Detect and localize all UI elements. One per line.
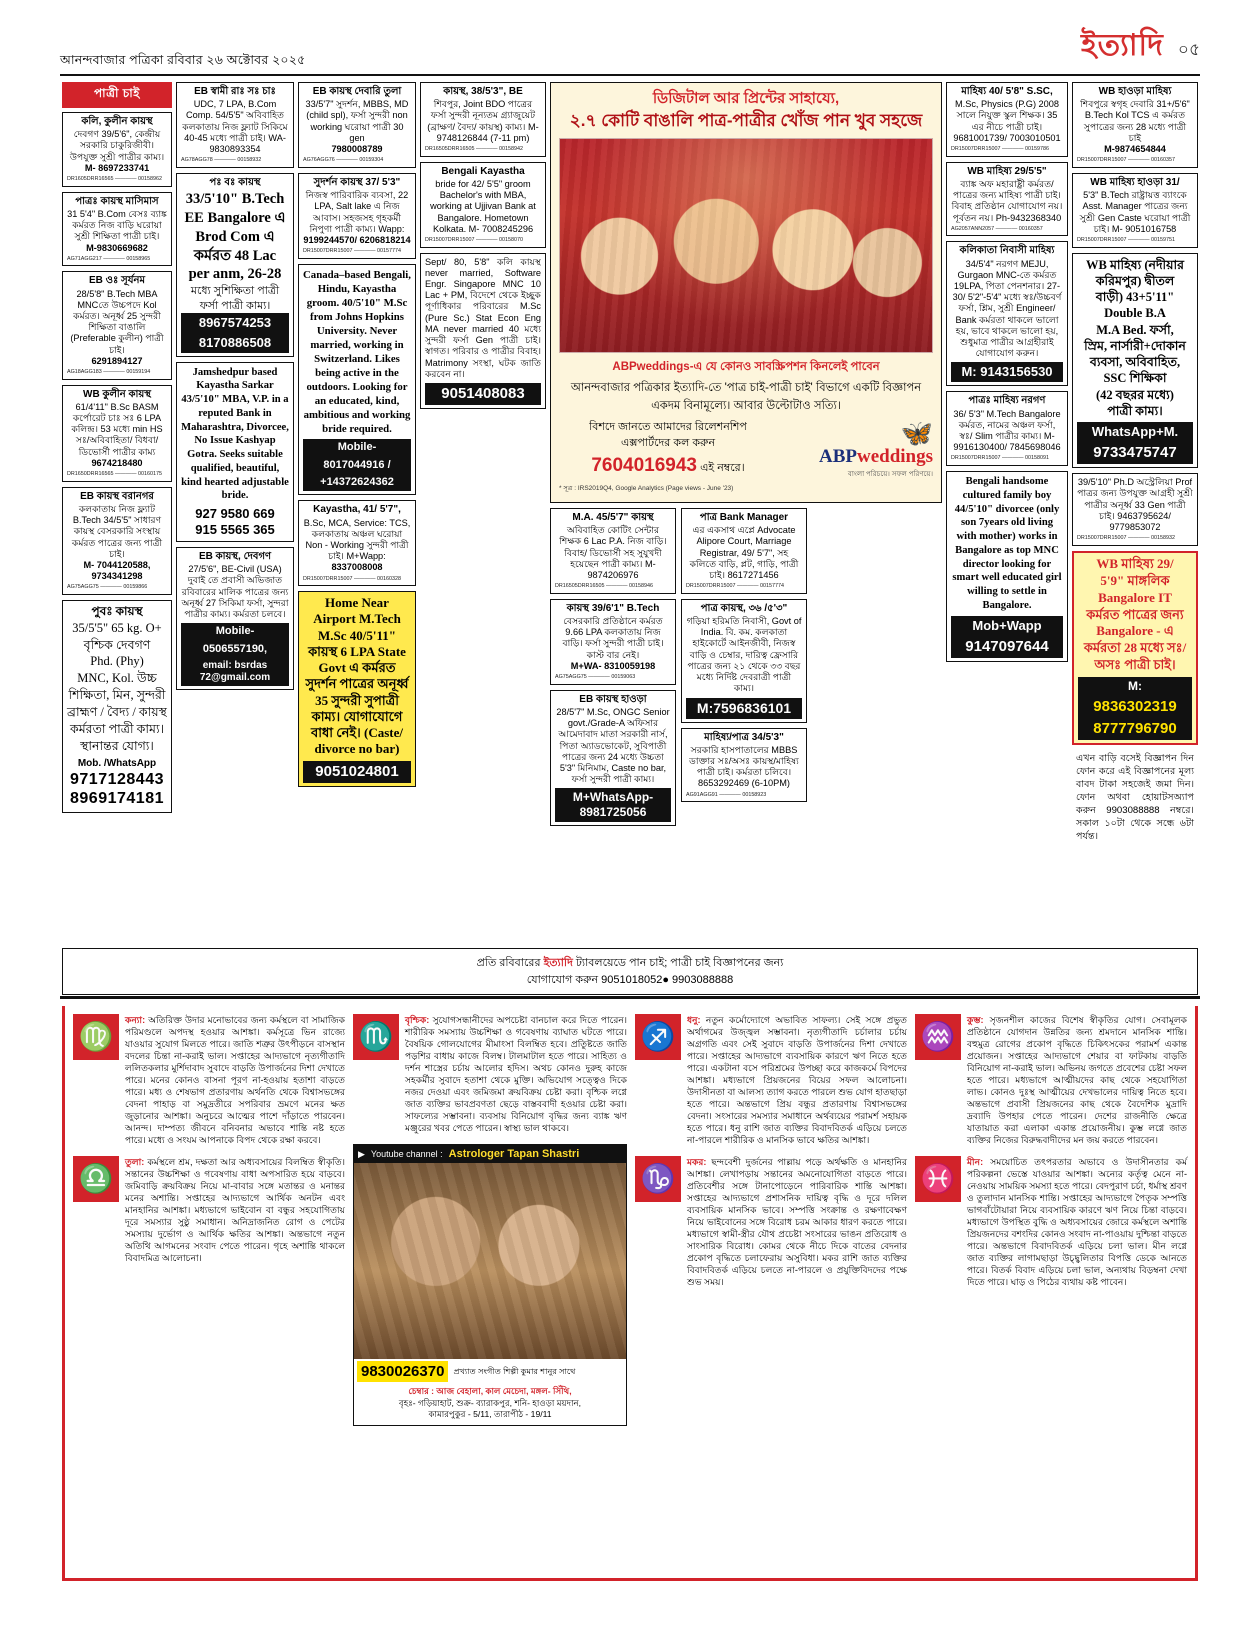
ad-phone: M-9874654844 [1104, 144, 1166, 155]
classified-ad [62, 192, 172, 267]
ad-ref: DR15007DRR15007 ———— 00160328 [303, 575, 401, 582]
ad-phone: 9674218480 [91, 457, 143, 468]
classified-ad [298, 500, 416, 586]
ad-line: কর্মরত পাত্রের জন্য [1086, 606, 1184, 622]
ad-ref: DR15007DRR15007 ———— 00157774 [303, 248, 401, 255]
ad-body: 34/5'4" নরগণ MEJU, Gurgaon MNC-তে কর্মরত 19LPA, পিতা পেনশনার। 27-30/ 5'2"-5'4" মধ্যে স্বঃ/উচ্চবর্ণ ফর্সা, শ্লিম, সুশ্রী Engineer/ Bank কর্মরতা থাকলে ভালো হয়, ভাবে থাকলে ভালো হয়, শুধুমাত্র পাত্রীর আগ্রহীরাই যোগাযোগ করুন। [952, 258, 1062, 359]
ad-line: কায়স্থ 6 LPA State [308, 643, 406, 659]
scorpio-icon: ♏ [353, 1014, 399, 1060]
classified-ad [298, 173, 416, 259]
ad-line: Brod Com এ [195, 228, 275, 245]
ad-body: UDC, 7 LPA, B.Com Comp. 54/5'5" অবিবাহিত কলকাতায় নিজ ফ্ল্যাট সিকিমে 40-45 মধ্যে পাত্রী চাই। WA-9830893354 [182, 99, 288, 155]
classified-ad [62, 487, 172, 595]
column-6 [946, 82, 1068, 667]
classified-ad [1072, 473, 1198, 546]
masthead-brand: ইত্যাদি [1081, 29, 1164, 62]
ad-phone: 9051408083 [425, 383, 541, 405]
classified-ad [62, 112, 172, 187]
sign-name: তুলা: [125, 1157, 145, 1167]
horoscope-item [635, 1156, 907, 1288]
logo-tagline: বাংলা পরিচয়ে। সফল পরিণয়ে। [847, 470, 933, 478]
classified-ad [420, 253, 546, 410]
ad-body: B.Sc, MCA, Service: TCS, কলকাতায় অঞ্চল ঘরোয়া Non - Working সুন্দরী পাত্রী চাই। M+Wapp: [303, 517, 411, 562]
ad-call-line-1: বিশদে জানতে আমাদের রিলেশনশিপ [589, 421, 747, 434]
section-divider [60, 996, 1200, 999]
ad-line: Phd. (Phy) [90, 654, 144, 669]
ad-phone: 9199244570/ 6206818214 [303, 234, 411, 245]
ad-phone: 8170886508 [181, 333, 289, 353]
abp-weddings-display-ad [550, 82, 942, 503]
ad-headline: WB মাহিষ্য 29/5'5" [967, 165, 1047, 177]
ad-contact-label: Mob. /WhatsApp [77, 757, 157, 769]
ad-ref: AG91AGG91 ———— 00158923 [686, 791, 767, 798]
ad-headline: Kayastha, 41/ 5'7", [313, 504, 401, 516]
ad-line: কর্মরত 48 Lac [193, 247, 277, 264]
strip-brand: ইত্যাদি [543, 957, 573, 969]
sign-body: অতিরিক্ত উদার মনোভাবের জন্য কর্মস্থলে বা সামাজিক পরিমণ্ডলে অপদস্থ হওয়ার আশঙ্কা। কর্মসূত্রে ভিন রাজ্যে যাওয়ার সুযোগ মিলতে পারে। জাতি শত্রুর উৎপীড়নে বাসস্থান বদলের চিন্তা না-করাই ভাল। সপ্তাহের আদ্যভাগে নৃত্যগীতাদি ললিতকলার মুর্শিদাবাদ সুবাদে বাড়তি উপার্জনের দিশা দেখাতে পারে। মনের কোনও বাসনা পূরণ না-হওয়ায় হতাশা বাড়তে পারে। মধ্য ও শেষভাগ প্রতারণায় অর্থনতি থেকে বিশ্বাসভঙ্গের বেদনা পাহাড় বা সমুদ্রতীরে সপরিবার ভ্রমণে মনের ক্ষত জুড়ানোর আশঙ্কা। অনুচরে আত্মের পাশে দাঁড়াতে পারবেন। আনন্দ। দাম্পত্য জীবনে বনিবনার অভাবে শান্তি নষ্ট হতে পারে। মধ্যে ও সংযম আপনাকে বিপদ থেকে রক্ষা করবে। [125, 1015, 345, 1145]
featured-ad [298, 264, 416, 496]
ad-headline: WB কুলীন কায়স্থ [83, 388, 151, 400]
ad-phone-suffix: এই নম্বরে। [700, 462, 745, 475]
ad-ref: DR15007DRR15007 ———— 00158070 [425, 236, 523, 243]
featured-ad [1072, 253, 1198, 469]
ad-line: Home Near [325, 595, 389, 611]
ad-line: কর্মরতা 28 মধ্যে সঃ/ [1083, 640, 1187, 656]
classified-ad [176, 547, 294, 690]
ad-line: SSC শিক্ষিকা [1103, 371, 1167, 386]
ad-phone: 9147097644 [951, 636, 1063, 658]
horoscope-column-1 [73, 1014, 345, 1426]
ad-ref: DR15007DRR15007 ———— 00159786 [951, 146, 1049, 153]
ad-body: এর একসাথ এপ্লে Advocate Alipore Court, Marriage Registrar, 49/ 5'7", সহ কলিতে বাড়ি, প্লট, গাড়ি, পাত্রী চাই। 8617271456 [689, 525, 799, 580]
classified-ad [550, 599, 676, 685]
ad-ref: DR15007DRR15007 ———— 00157774 [686, 583, 784, 590]
horoscope-item [635, 1014, 907, 1146]
horoscope-column-2 [353, 1014, 627, 1426]
ad-line: করিমপুর) দ্বীতল [1095, 273, 1175, 288]
classified-ad [176, 82, 294, 168]
ad-ref: DR15007DRR15007 ———— 00158932 [1077, 535, 1175, 542]
horoscope-text [125, 1014, 345, 1146]
youtube-icon: ▶ [358, 1148, 365, 1159]
horoscope-item [73, 1014, 345, 1146]
ad-body: অবিবাহিত কোটিং সেন্টার শিক্ষক 6 Lac P.A. নিজ বাড়ি। বিবাহ/ ডিভোর্সী সহ সুযুখদী হয়েছেন পাত্রী কাম্য। M- 9874206976 [559, 525, 667, 580]
ad-line: 35 সুন্দরী সুপাত্রী [315, 692, 399, 708]
ad-brand-line [559, 359, 933, 376]
ad-line: divorce no bar) [314, 741, 400, 757]
ad-ref: AG75AGG75 ———— 00159063 [555, 674, 636, 681]
sign-body: সময়োচিত তৎপরতার অভাবে ও উদাসীনতার কর্ম পরিকল্পনা ভেস্তে যাওয়ার আশঙ্কা। অন্যের কর্তৃত্ব মেনে না-নেওয়ায় সাময়িক সমস্যা হতে পারে। বেদপুরাণ চর্চা, ধর্মাস্থ শ্রবণ ও তুলাদান মানসিক শান্তি। সপ্তাহের আদ্যভাগে পৈতৃক সম্পত্তি ভাগবাঁটোয়ারা নিয়ে ব্যবসায়িক কারণে ঋণ নিয়ে চিন্তা বাড়বে। মধ্যভাগে উপস্থিত বুদ্ধি ও অধ্যবসায়ের জোরে কর্মস্থলে অশান্তি প্রিয়জনদের বশংদির কোনও সংবাদ না-পাওয়ায় দুশ্চিন্তা বাড়তে পারে। অন্তভাগে বিবাদবিতর্ক এড়িয়ে চলা ভাল। মীন লগ্নে জাত ব্যক্তির লাগামছাড়া উচ্ছ্বলিতার বিপত্তি ডেকে আনতে পারে। বিতর্ক বিবাদ এড়িয়ে চলা ভাল, অন্যথায় বিড়ম্বনা দেখা দিতে পারে। ঘাড় ও পিঠের ব্যথায় কষ্ট পাবেন। [967, 1157, 1187, 1287]
ad-phone: 6291894127 [91, 355, 143, 366]
sign-body: সৃজনশীল কাজের বিশেষ স্বীকৃতির যোগ। সেবামূলক প্রতিষ্ঠানে যোগদান উন্নতির জন্য শ্রমদানে মানসিক শান্তি। বহুমুত্র রোগের প্রকোপ বৃদ্ধিতে চিকিৎসকের পরামর্শ একান্ত প্রয়োজন। সপ্তাহের আদ্যভাগে শেয়ার বা ফাটকায় বাড়তি বিনিয়োগ না-করাই ভাল। অভিনয় জগতে প্রবেশের চেষ্টা সফল হতে পারে। মধ্যভাগে আত্মীয়দের কাছ থেকে সহযোগিতা লাভ। কোনও দুঃস্থ আত্মীয়ের দেখভালের দায়িত্ব নিতে হবে। অন্তভাগে প্রবাসী প্রিয়জনের কাছ থেকে বৈদেশিক মুদ্রাদি দ্রব্যাদি উপহার পেতে পারেন। দেশের রাজনীতি ক্ষেত্রে যাতায়াত করা এলাকা একান্ত প্রয়োজনীয়। কুম্ভ লগ্নে জাত ব্যক্তির নিজের বিরুদ্ধবাদীদের মন জয় করতে পারবেন। [967, 1015, 1188, 1145]
featured-ad [298, 591, 416, 787]
ad-line: সুদর্শন পাত্রের অনূর্ধ্ব [305, 676, 409, 692]
section-header-patri-chai: পাত্রী চাই [62, 82, 172, 108]
ad-contact-label: Mobile- [303, 439, 411, 456]
ad-phone: 9733475747 [1077, 442, 1193, 464]
ad-body: কলকাতায় নিজ ফ্ল্যাট B.Tech 34/5'5" সাধারণ কায়স্থ বেসরকারি সংস্থায় কর্মরত পাত্রের জন্য পাত্রী চাই। [71, 503, 163, 559]
ad-headline: পাত্রঃ কায়স্থ মাসিমাস [75, 195, 159, 207]
sign-name: বৃশ্চিক: [405, 1015, 430, 1025]
ad-ref: DR16505DRR16505 ———— 00158942 [425, 146, 523, 153]
ad-headline: পুবঃ কায়স্থ [91, 604, 143, 619]
ad-body: গড়িয়া হরিমতি নিবাসী, Govt of India. বি. কম. কলকাতা হাইকোর্টে আইনজীবী, নিজস্ব বাড়ি ও চেম্বার, দারিত্ব ফ্রেসারি পাত্রের জন্য ২১ থেকে ৩৩ বছর মধ্যে নির্দিষ্ট দেবরাত্রী পাত্রী কাম্য। [686, 615, 802, 694]
ad-headline: EB কায়স্থ দেবারি তুলা [312, 86, 402, 97]
ad-body: Sept/ 80, 5'8" কলি কায়স্থ never married, Software Engr. Singapore MNC 10 Lac + PM, বিদেশে থেকে ইচ্ছুক পূর্ণাধিকার পরিবারের M.Sc (Pure Sc.) Stat Econ Eng MA never married 40 মধ্যে সুন্দরী ফর্সা Gen পাত্রী চাই। স্বাগত। পরিবার ও পাত্রীর বিবাহ। Matrimony সংস্থা, ঘটক জাতি করবেন না। [425, 256, 541, 379]
featured-ad [176, 362, 294, 542]
libra-icon: ♎ [73, 1156, 119, 1202]
youtube-channel-label: Youtube channel : [370, 1149, 443, 1159]
ad-line: M.Sc 40/5'11" [318, 627, 396, 643]
ad-contact-label: M: [1078, 677, 1192, 696]
sagittarius-icon: ♐ [635, 1014, 681, 1060]
column-3 [298, 82, 416, 792]
ad-headline: কলিকাতা নিবাসী মাহিষ্য [959, 245, 1055, 257]
ad-headline: M.A. 45/5'7" কায়স্থ [572, 511, 654, 523]
ad-phone: 0506557190, [181, 641, 289, 658]
horoscope-text [967, 1014, 1187, 1146]
ad-line: স্রিম, নার্সারী+দোকান [1084, 338, 1186, 353]
masthead [60, 29, 1200, 72]
ad-phone: 927 9580 669 [195, 506, 275, 522]
ad-ref: AG71AGG217 ———— 00158965 [67, 255, 151, 262]
ad-phone: M: 9143156530 [951, 362, 1063, 382]
ad-phone: M+WA- 8310059198 [570, 660, 656, 671]
ad-ref: AG75AGG75 ———— 00159866 [67, 584, 148, 591]
ad-line: Airport M.Tech [313, 611, 401, 627]
ad-headline: কায়স্থ, 38/5'3", BE [443, 86, 523, 97]
ad-line: বৃশ্চিক দেবগণ [83, 637, 151, 652]
classified-ad [420, 82, 546, 157]
horoscope-column-4 [915, 1014, 1187, 1426]
ad-phone: M:7596836101 [686, 698, 802, 719]
chamber-line-2: বৃহঃ- গড়িয়াহাট, শুক্র- ব্যারাকপুর, শনি- হাওড়া ময়দান, [398, 1397, 582, 1408]
featured-ad [1072, 551, 1198, 745]
capricorn-icon: ♑ [635, 1156, 681, 1202]
ad-line: ব্রাহ্মণ / বৈদ্য / কায়স্থ [67, 705, 167, 720]
ad-ref: DR1650DRR16565 ———— 00160175 [67, 471, 162, 478]
aquarius-icon: ♒ [915, 1014, 961, 1060]
ad-line: Bangalore IT [1098, 589, 1172, 605]
ad-line: Govt এ কর্মরত [318, 660, 396, 676]
featured-ad [176, 173, 294, 357]
classified-ad [550, 690, 676, 826]
ad-line: WB মাহিষ্য (নদীয়ার [1086, 257, 1184, 272]
horoscope-text [405, 1014, 627, 1134]
ad-line: EE Bangalore এ [184, 209, 286, 226]
ad-body: 39/5'10" Ph.D অস্ট্রেলিয়া Prof পাত্রর জন্য উপযুক্ত আগ্রহী সুশ্রী পাত্রীর অনূর্ধ্ব 33 Gen পাত্রী চাই। 9463795624/ 9779853072 [1077, 477, 1193, 533]
ad-headline: কলি, কুলীন কায়স্থ [81, 116, 153, 127]
strip-phones: যোগাযোগ করুন 9051018052● 9903088888 [526, 973, 734, 986]
featured-ad [946, 471, 1068, 662]
classified-ad [298, 82, 416, 168]
horoscope-item [915, 1156, 1187, 1288]
ad-body: দেবগণ 39/5'6", কেন্দ্রীয় সরকারি চাকুরিজীবী। উপযুক্ত সুশ্রী পাত্রীর কাম্য। [69, 129, 165, 162]
ad-call-line-2: এক্সপার্টদের কল করুন [620, 437, 716, 450]
ad-body: শিবপুর, Joint BDO পাত্রের ফর্সা সুন্দরী নূন্যতম গ্র্যাজুয়েট (ব্রাক্ষণ/ বৈদ্য/ কায়স্থ) কাম্য। M-9748126844 (7-11 pm) [427, 99, 539, 143]
sign-name: ধনু: [687, 1015, 701, 1025]
chamber-line-1: চেম্বার : আজ বেহালা, কাল মেচেদা, মঙ্গল- সিঁথি, [408, 1386, 572, 1396]
ad-body: Jamshedpur based Kayastha Sarkar 43/5'10" MBA, V.P. in a reputed Bank in Maharashtra, Divorcee, No Issue Kashyap Gotra. Seeks suitable qualified, beautiful, kind hearted adjustable bride. [181, 366, 289, 502]
ad-headline: পঃ বঃ কায়স্থ [209, 176, 261, 188]
ad-phone: M- 7044120588, 9734341298 [83, 560, 151, 582]
ad-line: স্থানান্তর যোগ্য। [80, 738, 154, 753]
ad-body: বেসরকারি প্রতিষ্ঠানে কর্মরত 9.66 LPA কলকাতায় নিজ বাড়ি। ফর্সা সুন্দরী পাত্রী চাই। কাস্ট বার নেই। [562, 615, 664, 660]
classified-ad [946, 391, 1068, 466]
column-5 [550, 82, 942, 831]
ad-headline: পাত্র Bank Manager [699, 511, 789, 523]
ad-body: 31 5'4" B.Com বেসঃ ব্যাঙ্ক কর্মরত নিজ বাড়ি ঘরোয়া সুশ্রী শিক্ষিতা পাত্রী চাই। [67, 208, 167, 242]
abp-weddings-brand: ABPweddings [612, 361, 690, 374]
classified-ad [62, 385, 172, 482]
column-7 [1072, 82, 1198, 852]
ad-contact-label: WhatsApp+M. [1077, 422, 1193, 442]
ad-line: 33/5'10" B.Tech [185, 191, 285, 208]
ad-ref: DR15007DRR15007 ———— 00158091 [951, 455, 1049, 462]
ad-headline: EB কায়স্থ বরানগর [80, 490, 154, 502]
ad-phone: 9836302319 [1078, 696, 1192, 718]
ad-tagline-2: ২.৭ কোটি বাঙালি পাত্র-পাত্রীর খোঁজ পান খুব সহজে [569, 111, 923, 131]
horoscope-item [353, 1014, 627, 1134]
page-number: ০৫ [1177, 40, 1200, 59]
ad-body: সরকারি হাসপাতালের MBBS ডাক্তার সঃ/অসঃ কায়স্থ/মাহিষ্য পাত্রী চাই। কর্মরতা চলিবে। 8653292469 (6-10PM) [689, 744, 799, 789]
sign-name: কন্যা: [125, 1015, 146, 1025]
ad-line: অসঃ পাত্রী চাই। [1094, 657, 1176, 673]
logo-abp: ABP [818, 445, 857, 467]
horoscope-text [967, 1156, 1187, 1288]
ad-body: আনন্দবাজার পত্রিকার ইত্যাদি-তে 'পাত্র চাই-পাত্রী চাই' বিভাগে একটি বিজ্ঞাপন একদম বিনামূল্যে। আবার উল্টোটাও সত্যি। [570, 382, 922, 413]
logo-weddings: weddings [856, 445, 933, 467]
ad-line: per anm, 26-28 [188, 266, 282, 283]
wedding-couple-photo [559, 138, 933, 353]
ad-line: Bangalore - এ [1096, 623, 1174, 639]
butterfly-icon: 🦋 [900, 417, 933, 448]
sign-body: সুযোগসন্ধানীদের অপচেষ্টা বানচাল করে দিতে পারেন। শারীরিক সমস্যায় উচ্চশিক্ষা ও গবেষণায় ব্যাঘাত ঘটতে পারে। বৈষয়িক গোলযোগের মীমাংসা বিলম্বিত হবে। প্রতুিষ্টতে জাতি পড়শির বাধায় কাজে বিলম্ব। টালমাটাল হতে পারে। সাহিত্য ও দর্শন শাস্ত্রের চর্চায় আলোর হদিস। অথচ কোনও দুরুহ কাজে সহকর্মীর সুবাদে হতাশা থেকে মুক্তি। অভিযোগ সত্ত্বেও দিকে নজর দেওয়া এবং জমিজমা ক্রয়বিক্রয় চেষ্টা করা। বৃশ্চিক লগ্নে জাত ব্যক্তির ভাবপ্রবণতা ছেড়ে বাস্তববাদী হওয়ার চেষ্টা করা। সাফল্যের সম্ভাবনা। ব্যবসায় বিনিয়োগ বৃদ্ধির জন্য ব্যাঙ্ক ঋণ মঞ্জুরের খবর পেতে পারেন। স্বাস্থ্য ভাল থাকবে। [405, 1015, 627, 1133]
ad-body: 27/5'6", BE-Civil (USA) দুবাই তে প্রবাসী অভিজাত রবিবারের মালিক পাত্রের জন্য অনূর্ধ্ব 27 সিকিমা ফর্সা, সুন্দরা পাত্রীর কাম্য। কর্মরতা চলবে। [181, 564, 289, 620]
ad-line: ফর্সা পাত্রী কাম্য। [199, 299, 271, 312]
sign-body: নতুন কর্মোদ্যোগে অভাবিত সাফল্য। সেই সঙ্গে প্রভুত অর্থাগমের উজ্জ্বল সম্ভাবনা। নৃত্যগীতাদি চর্চালার চর্চায় অগ্রগতি এবং সেই সুবাদে বাড়তি উপার্জনের দিশা দেখাতে পারে। সপ্তাহের আদ্যভাগে ব্যবসায়িক কারণে ঋণ নিতে হতে পারে। একটানা বসে পরিশ্রমের উপচ্ছা করে কাজকর্মে বিপদের আশঙ্কা। মধ্যভাগে প্রিয়জনের বিয়ের সফল আলোচনা। উদাসীনতা বা আলস্য ত্যাগ করতে পারলে শুভ যোগ হাতছাড়া হতে পারে। অন্তভাগে প্রিয় বন্ধুর প্রতারণায় বিশ্বাসভঙ্গের বেদনা। সংসারের সমস্যার সমাধানে অর্থব্যয়ের পরামর্শ সহায়ক হতে পারে। ধনু রাশি জাত ব্যক্তির বিবাদবিতর্ক এড়িয়ে চলতে না-পারলে শারীরিক ও মানসিক ভাবে ক্ষতির আশঙ্কা। [687, 1015, 907, 1145]
ad-headline: WB হাওড়া মাহিষ্য [1098, 86, 1172, 97]
horoscope-item [73, 1156, 345, 1264]
ad-line: বাড়ী) 43+5'11" [1095, 290, 1175, 305]
ad-line: পাত্রী কাম্য। [1107, 403, 1163, 418]
ad-body: 61/4'11" B.Sc BASM কর্পোরেট চাঃ সঃ 6 LPA কলিন্দ্র। 53 মধ্যে min HS সঃ/অবিবাহিতা/ বিধবা/ডিভোর্সী পাত্রীর কাম্য [71, 401, 163, 457]
astrologer-phone[interactable]: 9830026370 [357, 1361, 448, 1382]
astrologer-name[interactable]: Astrologer Tapan Shastri [448, 1148, 580, 1160]
pisces-icon: ♓ [915, 1156, 961, 1202]
ad-contact-label: Mobile- [181, 623, 289, 640]
ad-email: email: bsrdas 72@gmail.com [181, 658, 289, 686]
sign-name: মীন: [967, 1157, 984, 1167]
ad-body: Canada–based Bengali, Hindu, Kayastha groom. 40/5'10" M.Sc from Johns Hopkins University. Never married, working in Switzerland. Likes being active in the outdoors. Looking for an educated, kind, ambitious and working bride required. [303, 268, 411, 436]
classified-ad [946, 162, 1068, 237]
ad-line: 35/5'5" 65 kg. O+ [72, 620, 162, 635]
ad-headline: EB কায়স্থ, দেবগণ [198, 550, 272, 562]
masthead-date: আনন্দবাজার পত্রিকা রবিবার ২৬ অক্টোবর ২০২৫ [60, 53, 306, 67]
ad-line: ব্যবসা, অবিবাহিত, [1089, 355, 1181, 370]
ad-line: মধ্যে সুশিক্ষিতা পাত্রী [190, 285, 280, 298]
classified-ad [550, 508, 676, 594]
ad-phone: M- 8697233741 [84, 162, 150, 173]
classified-ad [62, 271, 172, 379]
ad-phone: 7980008789 [331, 144, 383, 155]
ad-headline: WB মাহিষ্য হাওড়া 31/ [1090, 176, 1180, 188]
ad-ref: DR15007DRR15007 ———— 00159751 [1077, 236, 1175, 243]
ad-headline: সুদর্শন কায়স্থ 37/ 5'3" [313, 176, 401, 188]
ad-phone: 8777796790 [1078, 718, 1192, 740]
horoscope-item [915, 1014, 1187, 1146]
ad-body: 36/ 5'3" M.Tech Bangalore কর্মরত, নামের অঞ্চল ফর্সা, স্বঃ/ Slim পাত্রীর কাম্য। M- 9916130400/ 7845698046 [953, 408, 1061, 453]
ad-body: 33/5'7" সুদর্শন, MBBS, MD (child spl), ফর্সা সুন্দরী non working ঘরোয়া পাত্রী 30 gen [305, 99, 409, 143]
ad-line: শিক্ষিতা, মিন, সুন্দরী [68, 688, 166, 703]
ad-phone[interactable]: 7604016943 [591, 455, 697, 477]
ad-ref: AG78AGG78 ———— 00158932 [181, 157, 262, 164]
ad-phone: 9717128443 [70, 770, 164, 788]
ad-line: (42 বছরর মধ্যে) [1096, 387, 1174, 402]
ad-body: 28/5'8" B.Tech MBA MNCতে উচ্চপদে Kol কর্মরত। অনূর্ধ্ব 25 সুন্দরী শিক্ষিতা বাঙালি (Preferable কুলীন) পাত্রী চাই। [70, 288, 164, 355]
classified-ad [681, 508, 807, 594]
column-2 [176, 82, 294, 695]
sign-name: কুম্ভ: [967, 1015, 984, 1025]
booking-note: এখন বাড়ি বসেই বিজ্ঞাপন দিন ফোন করে এই বিজ্ঞাপনের মূল্য বাবদ টাকা সহজেই জমা দিন। ফোন অথবা হোয়াটসঅ্যাপ করুন 9903088888 নম্বরে। সকাল ১০টা থেকে সন্ধে ৬টা পর্যন্ত। [1072, 750, 1198, 847]
astrologer-ad [353, 1144, 627, 1426]
ad-phone: 8969174181 [70, 790, 164, 808]
ad-body: 28/5'7" M.Sc, ONGC Senior govt./Grade-A অফিসার আমেদাবাদ মাতা সরকারী নার্স, পিতা অ্যাডভোকেট, সুবিপাতী পাত্রের জন্য 24 মধ্যে উচ্চতা 5'3" মিনিমাম, Caste no bar, ফর্সা সুন্দরী পাত্রী কাম্য। [556, 706, 670, 785]
ad-phone: M+WhatsApp-8981725056 [555, 788, 671, 821]
ad-headline: মাহিষ্য 40/ 5'8" S.SC, [961, 86, 1053, 97]
ad-line: Double B.A [1104, 306, 1166, 321]
ad-headline: পাত্রঃ মাহিষ্য নরগণ [968, 395, 1046, 407]
classified-ad [681, 728, 807, 803]
header-rule [60, 74, 1200, 76]
ad-phone: M-9830669682 [86, 242, 148, 253]
ad-body: নিজস্ব পারিবারিক ব্যবসা, 22 LPA, Salt lake এ নিজ আবাস। সহজসহ গৃহকর্মী নিপুণা পাত্রী কাম্য। Wapp: [305, 190, 409, 234]
astrologer-photo [354, 1163, 626, 1359]
ad-body: ব্যাঙ্ক অফ মহারাষ্ট্রী কর্মরত/পাত্রের জন্য মাহিষ্য পাত্রী চাই। বিবাহ প্রতিষ্ঠান যোগাযোগ নয়। পূর্বতন নয়। Ph-9432368340 [951, 178, 1063, 223]
chamber-line-3: কামারপুকুর - 5/11, তারাপীঠ - 19/11 [428, 1409, 552, 1420]
ad-line: বাধা নেই। (Caste/ [311, 725, 403, 741]
virgo-icon: ♍ [73, 1014, 119, 1060]
ad-headline: EB কায়স্থ হাওড়া [579, 693, 647, 705]
ad-line: MNC, Kol. উচ্চ [77, 671, 157, 686]
ad-tagline-1: ডিজিটাল আর প্রিন্টের সাহায্যে, [652, 90, 840, 107]
ad-line: M.A Bed. ফর্সা, [1096, 322, 1174, 337]
ad-line: 5'9" মাঙ্গলিক [1100, 572, 1170, 588]
sign-body: কর্মস্থলে শ্রম, দক্ষতা আর অধ্যবসায়ের বিলম্বিত স্বীকৃতি। সন্তানের উচ্চশিক্ষা ও গবেষণায় বাধা অপসারিত হয়ে বাড়বে। জমিবাড়ি ক্রয়বিক্রয় নিয়ে মা-বাবার সঙ্গে মতান্তর ও মনান্তর মনের অশান্তি। সপ্তাহের আদ্যভাগে আর্থিক অনটন এবং মানহানির আশঙ্কা। মধ্যভাগে ভাইবোন বা বন্ধুর সহযোগিতায় দূরে সমস্যার সুষ্ঠু সমাধান। অনিদ্রাজনিত রোগ ও পেটের সমস্যায় দুর্ভোগ ও আর্থিক ক্ষতির আশঙ্কা। অন্তভাগে নতুন অতিথি আগমনের সংবাদ পেতে পারেন। গৃহে অশান্তি থাকলে বিবাদমিত্র আলোচনা। [125, 1157, 345, 1263]
ad-body: 5'3" B.Tech রাষ্ট্রায়ত্ত ব্যাংকে Asst. Manager পাত্রের জন্য সুশ্রী Gen Caste ঘরোয়া পাত্রী চাই। M- 9051016758 [1079, 190, 1191, 234]
classified-ad [946, 241, 1068, 386]
ad-ref: AG2057ANN2057 ———— 00160357 [951, 225, 1043, 232]
ad-brand-suffix: -এ যে কোনও সাবস্ক্রিপশন কিনলেই পাবেন [689, 361, 880, 374]
column-1 [62, 82, 172, 818]
horoscope-text [125, 1156, 345, 1264]
ad-ref: DR1605DRR16565 ———— 00158962 [67, 176, 162, 183]
ad-headline: EB ওঃ সূর্যনম [88, 275, 146, 287]
ad-body: শিবপুরে স্বগৃহ দেবারি 31+/5'6" B.Tech Kol TCS এ কর্মরত সুপাত্রের জন্য 28 মধ্যে পাত্রী চাই [1080, 99, 1190, 143]
sign-body: ছন্দবেশী দুর্জনের পাল্লায় পড়ে অর্থক্ষতি ও মানহানির আশঙ্কা। লেখাপড়ায় সন্তানের অমনোযোগিতা বাড়তে পারে। প্রতিবেশীর সঙ্গে টানাপোড়েনে পারিবারিক শান্তি আশঙ্কা। সপ্তাহের আদ্যভাগে প্রশাসনিক দায়িত্ব বৃদ্ধি ও দূরে দলিল ব্যবসায়িক মানসিক ভাবে। সম্পত্তি সংক্রান্ত ও রক্ষণাবেক্ষণ নিয়ে ভাইবোনের সঙ্গে বিরোধ চরম আকার ধারণ করতে পারে। মধ্যভাগে স্বামী-স্ত্রীর যৌথ প্রচেষ্টা সংসারের ভাঙন প্রতিরোধ ও সাংসারিক বিরোধ। কোমর থেকে নীচে দিকে বাতের বেদনার প্রকোপ বৃদ্ধিতে চলাফেরায় অসুবিধা। মকর রাশি জাত ব্যক্তির বিবাদবিতর্ক এড়িয়ে চলতে না-পারলে ও প্রযুক্তিবিদদের পক্ষে শুভ সময়। [687, 1157, 908, 1287]
strip-text-1: প্রতি রবিবারের [476, 957, 541, 969]
horoscope-column-3 [635, 1014, 907, 1426]
ad-line: কাম্য। যোগাযোগে [311, 708, 403, 724]
classified-ad [1072, 82, 1198, 168]
ad-phone: 8017044916 / [303, 457, 411, 474]
ad-ref: DR16505DRR16505 ———— 00158946 [555, 583, 653, 590]
ad-footnote: * সূত্র : IRS2019Q4, Google Analytics (Page views - June '23) [559, 484, 734, 492]
sign-name: মকর: [687, 1157, 707, 1167]
ad-phone: 915 5565 365 [195, 522, 275, 538]
ad-ref: AG76AGG76 ———— 00159304 [303, 157, 384, 164]
ad-phone: 8967574253 [181, 313, 289, 333]
photo-caption: প্রখ্যাত সংগীত শিল্পী কুমার শানুর সাথে [453, 1366, 576, 1376]
ad-ref: DR15007DRR15007 ———— 00160357 [1077, 157, 1175, 164]
ad-headline: মাহিষ্য/পাত্র 34/5'3" [704, 731, 784, 743]
classified-ad [681, 599, 807, 723]
ad-headline: পাত্র কায়স্থ, ৩৬ /৫'৩" [700, 602, 788, 614]
featured-ad [62, 600, 172, 813]
ad-body: Bengali handsome cultured family boy 44/5'10" divorcee (only son 7years old living with mother) works in Bangalore as top MNC director looking for smart well educated girl willing to settle in Bangalore. [952, 475, 1062, 611]
classified-ad [420, 162, 546, 248]
tabloid-contact-strip [62, 948, 1198, 995]
ad-line: WB মাহিষ্য 29/ [1096, 555, 1174, 571]
ad-phone: 8337008008 [331, 562, 383, 573]
ad-phone: 9051024801 [303, 761, 411, 783]
ad-line: কর্মরতা পাত্রী কাম্য। [69, 721, 165, 736]
horoscope-section [62, 1006, 1198, 1581]
strip-text-2: ট্যাবলয়েডে পান চাই; পাত্রী চাই বিজ্ঞাপনের জন্য [575, 957, 784, 969]
ad-ref: AG18AGG183 ———— 00159194 [67, 369, 151, 376]
column-4 [420, 82, 546, 414]
ad-phone: +14372624362 [303, 474, 411, 491]
horoscope-text [687, 1014, 907, 1146]
ad-headline: EB স্বামী রাঃ সঃ চাঃ [194, 86, 276, 97]
ad-body: M.Sc, Physics (P.G) 2008 সালে নিযুক্ত স্কুল শিক্ষক। 35 এর নীচে পাত্রী চাই। 9681001739/ 7003010501 [953, 99, 1061, 143]
horoscope-text [687, 1156, 907, 1288]
ad-headline: Bengali Kayastha [441, 165, 525, 177]
ad-body: bride for 42/ 5'5" groom Bachelor's with MBA, working at Ujjivan Bank at Bangalore. Hometown Kolkata. M- 7008245296 [430, 178, 536, 234]
classified-ad [1072, 173, 1198, 248]
ad-headline: কায়স্থ 39/6'1" B.Tech [566, 602, 660, 614]
classified-ad [946, 82, 1068, 157]
ad-contact-label: Mob+Wapp [951, 616, 1063, 636]
classifieds-section [62, 82, 1198, 942]
